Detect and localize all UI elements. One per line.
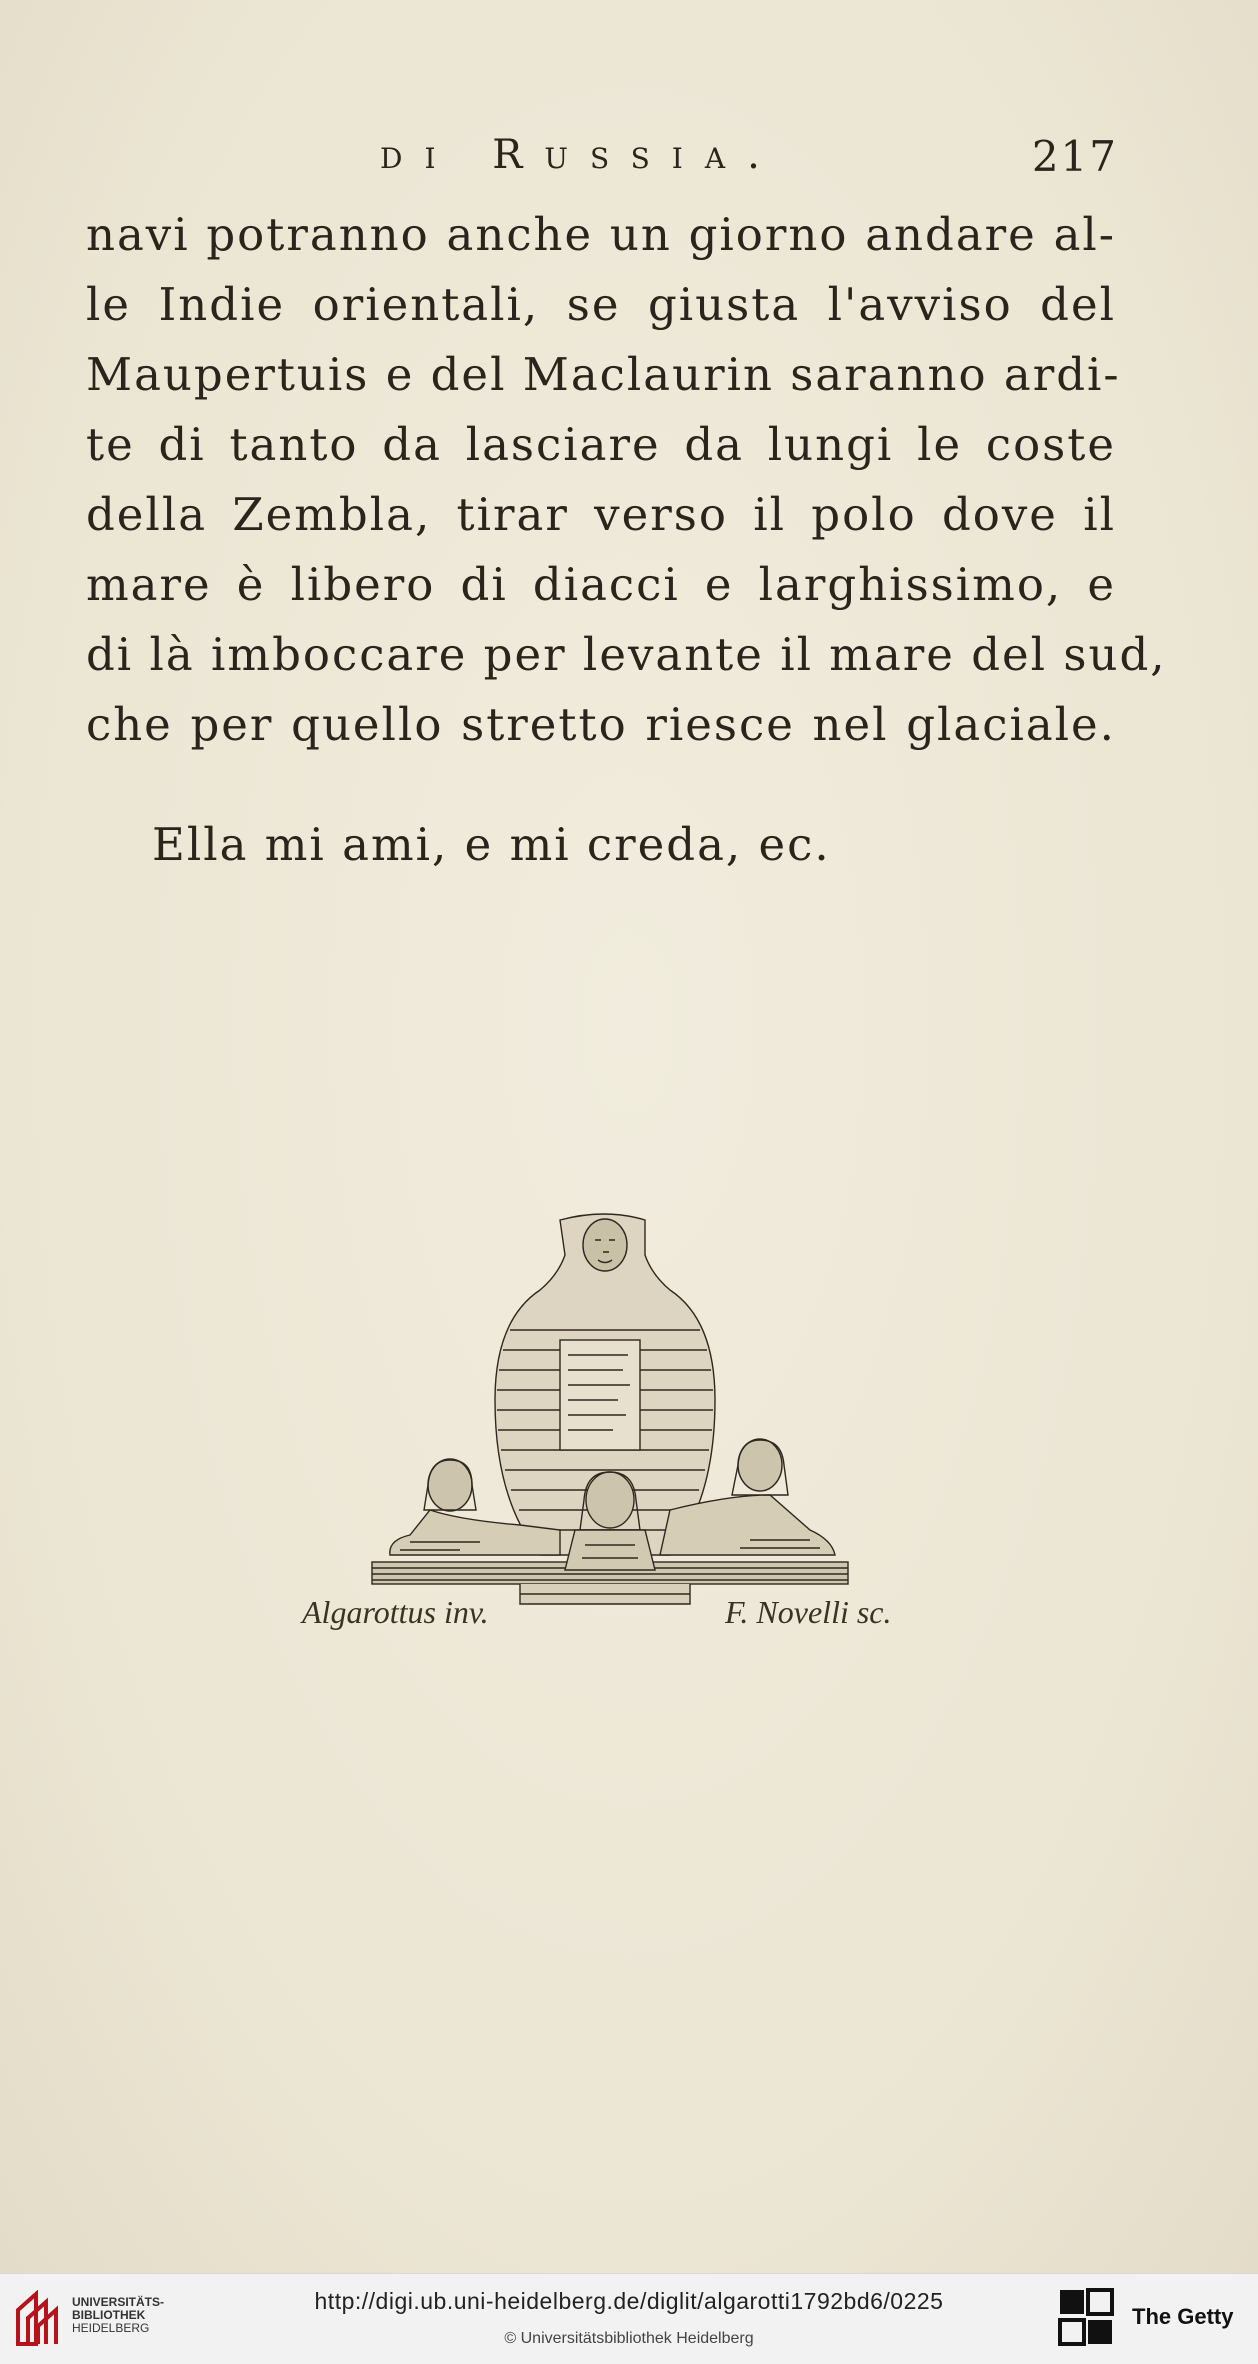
- getty-logo-icon[interactable]: [1058, 2288, 1114, 2350]
- permalink-url[interactable]: http://digi.ub.uni-heidelberg.de/diglit/algarotti1792bd6/0225: [314, 2288, 944, 2314]
- library-name-line: HEIDELBERG: [72, 2321, 150, 2335]
- running-title: di Russia.: [380, 132, 782, 178]
- partner-name: The Getty: [1132, 2304, 1234, 2329]
- library-name-line: UNIVERSITÄTS-: [72, 2295, 165, 2309]
- library-name-line: BIBLIOTHEK: [72, 2308, 146, 2322]
- closing-salutation: Ella mi ami, e mi creda, ec.: [152, 818, 831, 871]
- body-text: [86, 200, 1167, 760]
- engraving-credit-designer: Algarottus inv.: [302, 1594, 489, 1630]
- text-line: navi potranno anche un giorno andare al-: [86, 208, 1116, 261]
- engraving-credit-engraver: F. Novelli sc.: [725, 1594, 892, 1630]
- copyright-notice: © Universitätsbibliothek Heidelberg: [504, 2330, 754, 2347]
- viewer-footer: [0, 2273, 1258, 2364]
- text-line: te di tanto da lasciare da lungi le coste: [86, 418, 1116, 471]
- text-line: mare è libero di diacci e larghissimo, e: [86, 558, 1116, 611]
- text-line: le Indie orientali, se giusta l'avviso del: [86, 278, 1116, 331]
- vignette-engraving: [370, 1210, 850, 1610]
- text-line: che per quello stretto riesce nel glaciale.: [86, 698, 1116, 751]
- running-head: [380, 132, 1140, 192]
- page-number: 217: [1031, 132, 1118, 181]
- text-line: di là imboccare per levante il mare del sud,: [86, 628, 1167, 681]
- text-line: Maupertuis e del Maclaurin saranno ardi-: [86, 348, 1121, 401]
- text-line: della Zembla, tirar verso il polo dove il: [86, 488, 1116, 541]
